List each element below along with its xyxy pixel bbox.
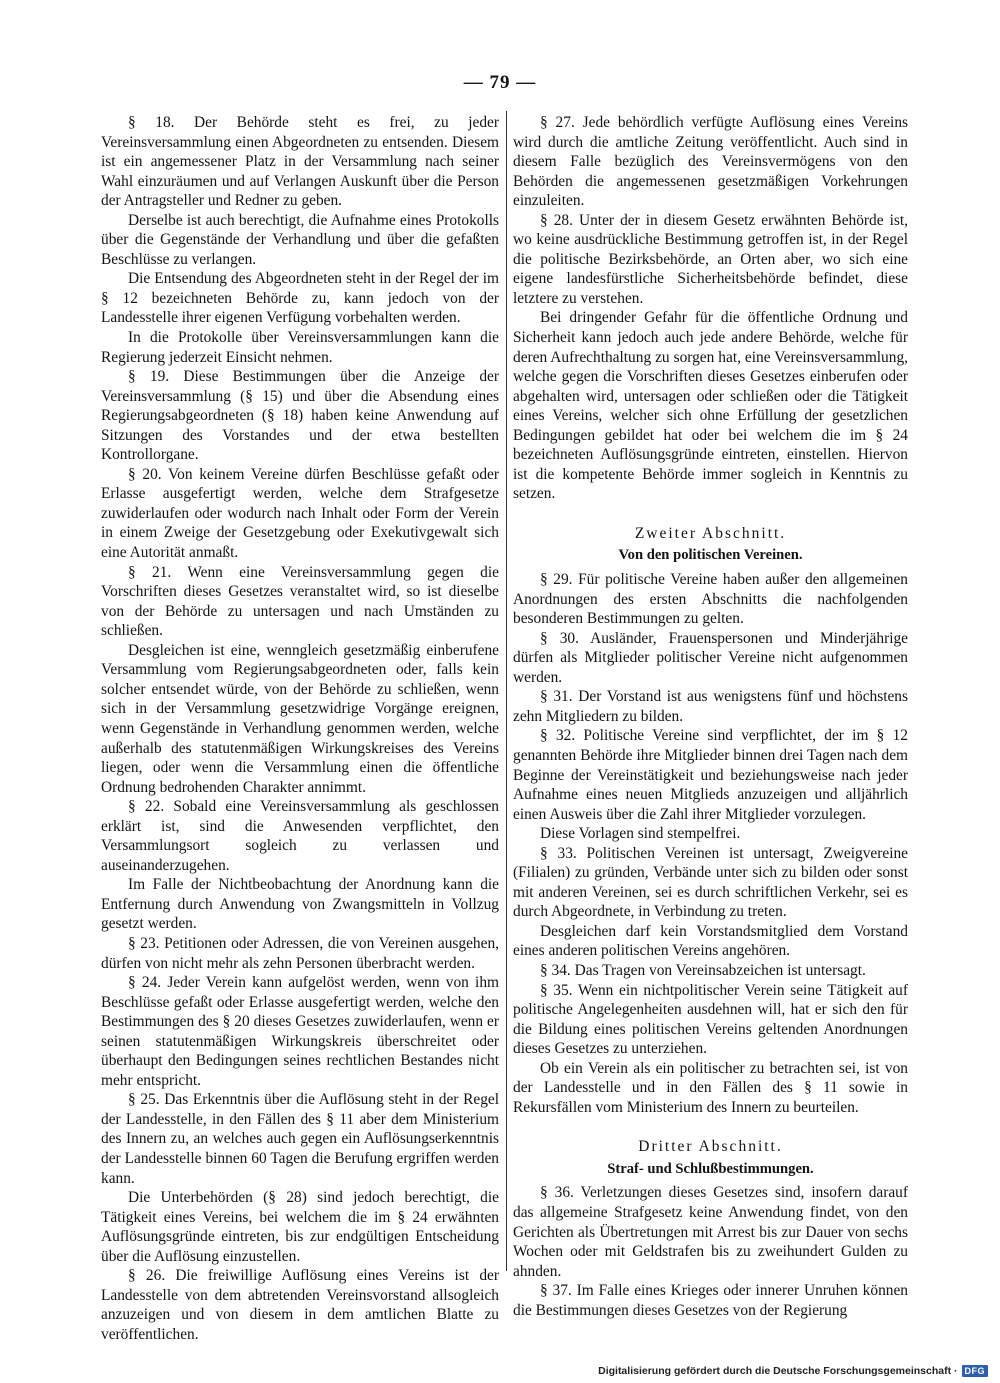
section-subheading: Von den politischen Vereinen. bbox=[618, 547, 803, 564]
paragraph: § 21. Wenn eine Vereinsversammlung gegen die Vorschriften dieses Gesetzes veranstaltet wird, so ist dieselbe von der Behörde zu untersagen und nach Umständen zu schließen. bbox=[101, 563, 499, 640]
paragraph: § 26. Die freiwillige Auflösung eines Vereins ist der Landesstelle von dem abtretenden Vereinsvorstand allsogleich anzuzeigen und von diesem in dem amtlichen Blatte zu veröffentlichen. bbox=[101, 1267, 499, 1343]
column-divider bbox=[506, 111, 507, 1271]
paragraph: § 33. Politischen Vereinen ist untersagt, Zweigvereine (Filialen) zu gründen, Verbände unter sich zu bilden oder sonst mit anderen Vereinen, sei es durch schriftlichen Verkehr, sei es durch Abgeordnete, in Verbindung zu treten. bbox=[513, 844, 908, 921]
page-number: — 79 — bbox=[463, 72, 537, 93]
paragraph: § 19. Diese Bestimmungen über die Anzeige der Vereinsversammlung (§ 15) und über die Absendung eines Regierungsabgeordneten (§ 18) haben keine Anwendung auf Sitzungen des Vorstandes und der etwa bestellten Kontrollorgane. bbox=[101, 368, 499, 464]
paragraph: Desgleichen darf kein Vorstandsmitglied dem Vorstand eines anderen politischen Vereins angehören. bbox=[513, 922, 908, 960]
paragraph: § 20. Von keinem Vereine dürfen Beschlüsse gefaßt oder Erlasse ausgefertigt werden, welche dem Strafgesetze zuwiderlaufen oder wodurch nach Inhalt oder Form der Verein in einem Zweige der Gesetzgebung oder Exekutivgewalt sich eine Autorität anmaßt. bbox=[101, 465, 499, 562]
paragraph: § 31. Der Vorstand ist aus wenigstens fünf und höchstens zehn Mitgliedern zu bilden. bbox=[513, 688, 908, 725]
paragraph: § 27. Jede behördlich verfügte Auflösung eines Vereins wird durch die amtliche Zeitung veröffentlicht. Auch sind in diesem Falle bezüglich des Vereinsvermögens von den Behörden die angemessenen gesetzmäßigen Vorkehrungen einzuleiten. bbox=[513, 114, 908, 210]
paragraph: § 36. Verletzungen dieses Gesetzes sind, insofern darauf das allgemeine Strafgesetz keine Anwendung findet, von den Gerichten als Übertretungen mit Arrest bis zur Dauer von sechs Wochen oder mit Geldstrafen bis zu zweihundert Gulden zu ahnden. bbox=[513, 1184, 908, 1280]
paragraph: § 37. Im Falle eines Krieges oder innerer Unruhen können die Bestimmungen dieses Gesetzes von der Regierung bbox=[513, 1282, 908, 1319]
paragraph: Die Entsendung des Abgeordneten steht in der Regel der im § 12 bezeichneten Behörde zu, kann jedoch von der Landesstelle ihrer eigenen Verfügung vorbehalten werden. bbox=[101, 270, 499, 327]
paragraph: Bei dringender Gefahr für die öffentliche Ordnung und Sicherheit kann jedoch auch jede andere Behörde, welche für deren Aufrechthaltung zu sorgen hat, eine Vereinsversammlung, welche gegen die Vorschriften dieses Gesetzes einberufen oder abgehalten wird, untersagen oder schließen oder die Tätigkeit eines Vereins, welcher sich ohne Erfüllung der gesetzlichen Bedingungen gebildet hat oder bei welchem die im § 24 bezeichneten Auflösungsgründe eintreten, einstellen. Hiervon ist die kompetente Behörde immer sogleich in Kenntnis zu setzen. bbox=[513, 309, 908, 503]
section-heading: Zweiter Abschnitt. bbox=[634, 524, 787, 542]
paragraph: § 32. Politische Vereine sind verpflichtet, der im § 12 genannten Behörde ihre Mitglieder binnen drei Tagen nach dem Beginne der Vereinstätigkeit und beziehungsweise nach jeder Aufnahme eines neuen Mitglieds anzuzeigen und alljährlich einen Ausweis über die Zahl ihrer Mitglieder vorzulegen. bbox=[513, 727, 908, 823]
digitization-credit bbox=[598, 1365, 988, 1377]
dfg-logo-icon: DFG bbox=[962, 1365, 989, 1377]
section-heading: Dritter Abschnitt. bbox=[638, 1138, 783, 1156]
paragraph: § 29. Für politische Vereine haben außer den allgemeinen Anordnungen des ersten Abschnitts die nachfolgenden besonderen Bestimmungen zu gelten. bbox=[513, 571, 908, 628]
paragraph: Im Falle der Nichtbeobachtung der Anordnung kann die Entfernung durch Anwendung von Zwangsmitteln in Vollzug gesetzt werden. bbox=[101, 876, 499, 933]
paragraph: Die Unterbehörden (§ 28) sind jedoch berechtigt, die Tätigkeit eines Vereins, bei welchem die im § 24 erwähnten Auflösungsgründe eintreten, bis zur endgültigen Entscheidung über die Auflösung einzustellen. bbox=[101, 1189, 499, 1265]
paragraph: § 30. Ausländer, Frauenspersonen und Minderjährige dürfen als Mitglieder politischer Vereine nicht aufgenommen werden. bbox=[513, 629, 908, 686]
paragraph: Ob ein Verein als ein politischer zu betrachten sei, ist von der Landesstelle und in den Fällen des § 11 sowie in Rekursfällen vom Ministerium des Innern zu beurteilen. bbox=[513, 1059, 908, 1116]
paragraph: § 28. Unter der in diesem Gesetz erwähnten Behörde ist, wo keine ausdrückliche Bestimmung getroffen ist, in der Regel die politische Bezirksbehörde, an Orten aber, wo sich eine eigene landesfürstliche Sicherheitsbehörde befindet, diese letztere zu verstehen. bbox=[513, 211, 908, 307]
paragraph: In die Protokolle über Vereinsversammlungen kann die Regierung jederzeit Einsicht nehmen. bbox=[101, 329, 499, 366]
paragraph: § 18. Der Behörde steht es frei, zu jeder Vereinsversammlung einen Abgeordneten zu entsenden. Diesem ist ein angemessener Platz in der Versammlung nach seiner Wahl einzuräumen und auf Verlangen Auskunft über die Person der Antragsteller und Redner zu geben. bbox=[101, 114, 499, 210]
credit-text: Digitalisierung gefördert durch die Deutsche Forschungsgemeinschaft · bbox=[598, 1365, 958, 1377]
right-column bbox=[513, 113, 908, 1320]
paragraph: § 35. Wenn ein nichtpolitischer Verein seine Tätigkeit auf politische Angelegenheiten ausdehnen will, hat er sich den für die Bildung eines politischen Vereins geltenden Anordnungen dieses Gesetzes zu unterziehen. bbox=[513, 981, 908, 1058]
paragraph: § 23. Petitionen oder Adressen, die von Vereinen ausgehen, dürfen von nicht mehr als zehn Personen überbracht werden. bbox=[101, 934, 499, 972]
paragraph: § 22. Sobald eine Vereinsversammlung als geschlossen erklärt ist, sind die Anwesenden verpflichtet, den Versammlungsort sogleich zu verlassen und auseinanderzugehen. bbox=[101, 798, 499, 874]
paragraph: Derselbe ist auch berechtigt, die Aufnahme eines Protokolls über die Gegenstände der Verhandlung und über die gefaßten Beschlüsse zu verlangen. bbox=[101, 211, 499, 268]
paragraph: § 24. Jeder Verein kann aufgelöst werden, wenn von ihm Beschlüsse gefaßt oder Erlasse ausgefertigt werden, welche den Bestimmungen des § 20 dieses Gesetzes zuwiderlaufen, wenn er seinen statutenmäßigen Wirkungskreis überschreitet oder überhaupt den Bedingungen seines rechtlichen Bestandes nicht mehr entspricht. bbox=[101, 974, 499, 1089]
paragraph: § 25. Das Erkenntnis über die Auflösung steht in der Regel der Landesstelle, in den Fällen des § 11 aber dem Ministerium des Innern zu, an welches auch gegen ein Auflösungserkenntnis der Landesstelle binnen 60 Tagen die Berufung ergriffen werden kann. bbox=[101, 1091, 499, 1187]
paragraph: Diese Vorlagen sind stempelfrei. bbox=[540, 825, 741, 843]
paragraph: § 34. Das Tragen von Vereinsabzeichen ist untersagt. bbox=[540, 961, 866, 979]
paragraph: Desgleichen ist eine, wenngleich gesetzmäßig einberufene Versammlung vom Regierungsabgeordneten oder, falls kein solcher entsendet würde, von der Behörde zu schließen, wenn sich in der Versammlung gesetzwidrige Vorgänge ereignen, wenn Gegenstände in Verhandlung genommen werden, welche außerhalb des statutenmäßigen Wirkungskreises des Vereins liegen, oder wenn die Versammlung einen die öffentliche Ordnung bedrohenden Charakter annimmt. bbox=[101, 641, 499, 796]
left-column bbox=[101, 113, 499, 1344]
section-subheading: Straf- und Schlußbestimmungen. bbox=[607, 1160, 814, 1177]
